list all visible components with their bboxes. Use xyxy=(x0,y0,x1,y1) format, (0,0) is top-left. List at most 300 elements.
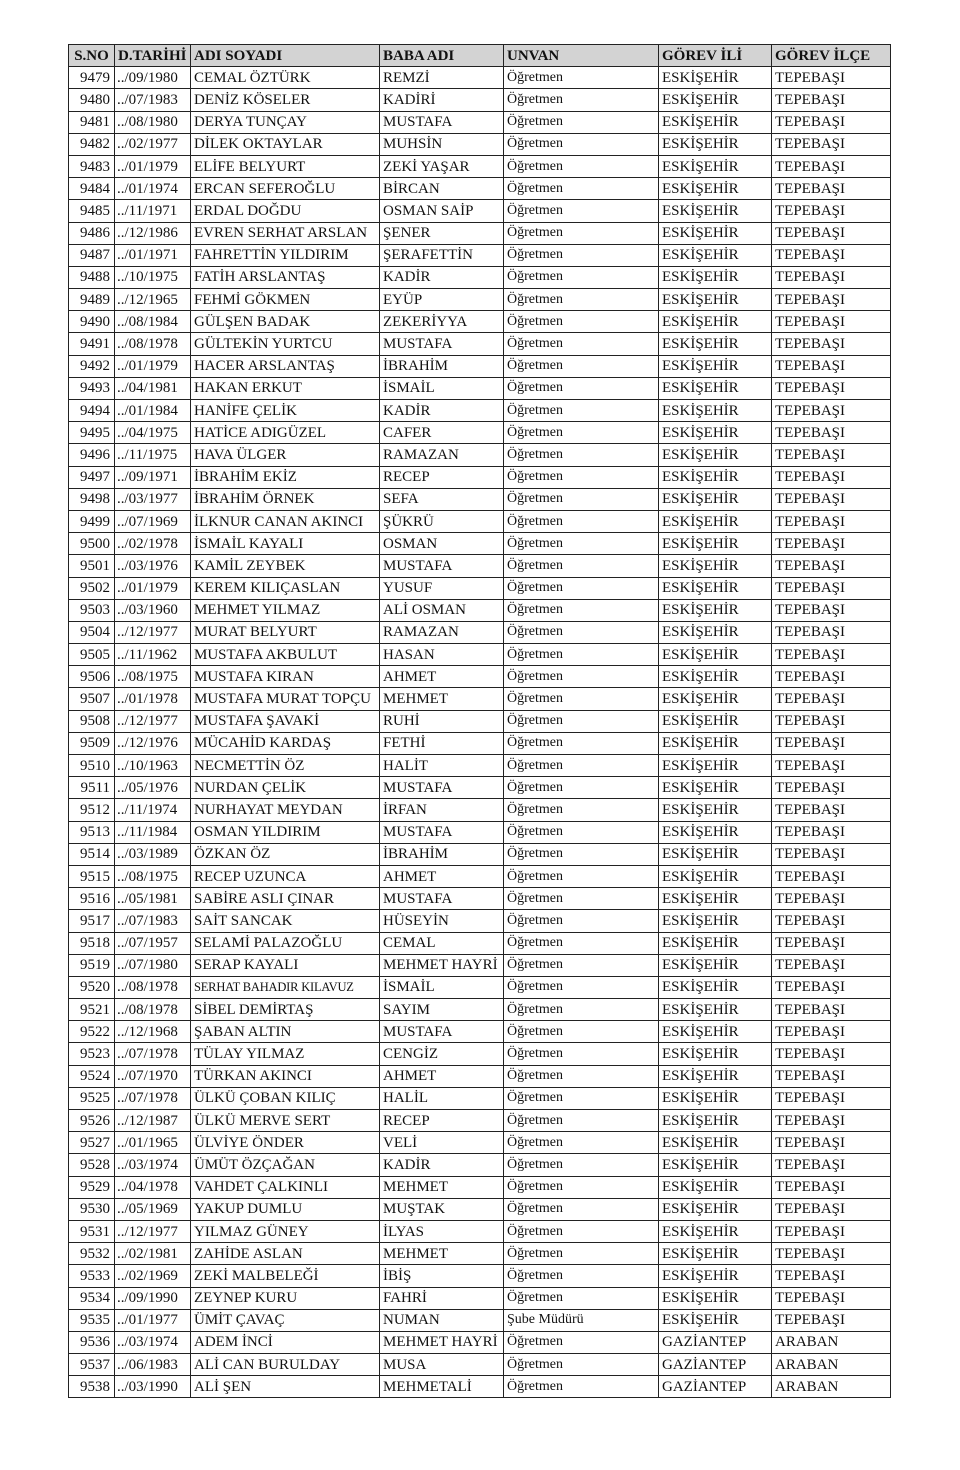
cell-full-name: ÜLVİYE ÖNDER xyxy=(191,1132,380,1154)
cell-province: ESKİŞEHİR xyxy=(659,954,772,976)
cell-father-name: MUŞTAK xyxy=(380,1198,504,1220)
cell-birth-date: ../12/1968 xyxy=(115,1021,191,1043)
cell-full-name: MUSTAFA KIRAN xyxy=(191,666,380,688)
cell-sno: 9489 xyxy=(69,289,115,311)
cell-sno: 9512 xyxy=(69,799,115,821)
cell-sno: 9502 xyxy=(69,577,115,599)
cell-title: Öğretmen xyxy=(504,1154,659,1176)
cell-sno: 9479 xyxy=(69,67,115,89)
table-row xyxy=(69,488,891,510)
cell-province: GAZİANTEP xyxy=(659,1331,772,1353)
cell-sno: 9492 xyxy=(69,355,115,377)
table-row xyxy=(69,1243,891,1265)
cell-sno: 9486 xyxy=(69,222,115,244)
cell-sno: 9523 xyxy=(69,1043,115,1065)
cell-province: ESKİŞEHİR xyxy=(659,444,772,466)
table-row xyxy=(69,1331,891,1353)
cell-full-name: ÜMÜT ÖZÇAĞAN xyxy=(191,1154,380,1176)
cell-title: Öğretmen xyxy=(504,1132,659,1154)
cell-full-name: OSMAN YILDIRIM xyxy=(191,821,380,843)
cell-title: Öğretmen xyxy=(504,244,659,266)
cell-birth-date: ../05/1969 xyxy=(115,1198,191,1220)
cell-sno: 9509 xyxy=(69,732,115,754)
cell-district: TEPEBAŞI xyxy=(772,311,891,333)
cell-province: ESKİŞEHİR xyxy=(659,1243,772,1265)
cell-district: TEPEBAŞI xyxy=(772,400,891,422)
table-row xyxy=(69,688,891,710)
cell-full-name: İSMAİL KAYALI xyxy=(191,533,380,555)
cell-province: ESKİŞEHİR xyxy=(659,577,772,599)
cell-father-name: İBRAHİM xyxy=(380,355,504,377)
cell-district: TEPEBAŞI xyxy=(772,910,891,932)
cell-father-name: MUSTAFA xyxy=(380,555,504,577)
table-row xyxy=(69,133,891,155)
cell-birth-date: ../05/1976 xyxy=(115,777,191,799)
cell-title: Öğretmen xyxy=(504,400,659,422)
cell-province: ESKİŞEHİR xyxy=(659,178,772,200)
cell-sno: 9507 xyxy=(69,688,115,710)
cell-district: TEPEBAŞI xyxy=(772,111,891,133)
cell-birth-date: ../11/1971 xyxy=(115,200,191,222)
cell-title: Öğretmen xyxy=(504,1087,659,1109)
cell-district: TEPEBAŞI xyxy=(772,843,891,865)
cell-full-name: SELAMİ PALAZOĞLU xyxy=(191,932,380,954)
table-row xyxy=(69,999,891,1021)
cell-sno: 9538 xyxy=(69,1376,115,1398)
cell-title: Öğretmen xyxy=(504,954,659,976)
cell-province: ESKİŞEHİR xyxy=(659,1065,772,1087)
cell-district: TEPEBAŞI xyxy=(772,888,891,910)
cell-title: Öğretmen xyxy=(504,67,659,89)
cell-birth-date: ../08/1978 xyxy=(115,976,191,998)
cell-birth-date: ../07/1970 xyxy=(115,1065,191,1087)
cell-birth-date: ../03/1989 xyxy=(115,843,191,865)
header-father-name: BABA ADI xyxy=(380,45,504,67)
cell-father-name: YUSUF xyxy=(380,577,504,599)
cell-birth-date: ../11/1962 xyxy=(115,644,191,666)
cell-district: ARABAN xyxy=(772,1331,891,1353)
cell-district: TEPEBAŞI xyxy=(772,178,891,200)
cell-full-name: YAKUP DUMLU xyxy=(191,1198,380,1220)
cell-district: TEPEBAŞI xyxy=(772,976,891,998)
cell-sno: 9530 xyxy=(69,1198,115,1220)
cell-sno: 9510 xyxy=(69,755,115,777)
cell-birth-date: ../08/1975 xyxy=(115,666,191,688)
cell-father-name: MEHMETALİ xyxy=(380,1376,504,1398)
cell-title: Öğretmen xyxy=(504,1265,659,1287)
table-row xyxy=(69,577,891,599)
table-row xyxy=(69,266,891,288)
cell-full-name: NECMETTİN ÖZ xyxy=(191,755,380,777)
table-row xyxy=(69,1087,891,1109)
cell-district: TEPEBAŞI xyxy=(772,444,891,466)
cell-district: TEPEBAŞI xyxy=(772,89,891,111)
cell-birth-date: ../08/1980 xyxy=(115,111,191,133)
cell-father-name: CENGİZ xyxy=(380,1043,504,1065)
cell-sno: 9491 xyxy=(69,333,115,355)
cell-father-name: İBİŞ xyxy=(380,1265,504,1287)
cell-province: ESKİŞEHİR xyxy=(659,1154,772,1176)
cell-title: Öğretmen xyxy=(504,932,659,954)
cell-birth-date: ../03/1990 xyxy=(115,1376,191,1398)
cell-full-name: YILMAZ GÜNEY xyxy=(191,1220,380,1242)
cell-father-name: MUSTAFA xyxy=(380,888,504,910)
cell-sno: 9537 xyxy=(69,1354,115,1376)
table-row xyxy=(69,1132,891,1154)
cell-title: Öğretmen xyxy=(504,666,659,688)
cell-full-name: FATİH ARSLANTAŞ xyxy=(191,266,380,288)
cell-birth-date: ../02/1969 xyxy=(115,1265,191,1287)
cell-title: Öğretmen xyxy=(504,577,659,599)
cell-full-name: DİLEK OKTAYLAR xyxy=(191,133,380,155)
cell-sno: 9508 xyxy=(69,710,115,732)
table-row xyxy=(69,1220,891,1242)
cell-district: TEPEBAŞI xyxy=(772,67,891,89)
cell-birth-date: ../08/1975 xyxy=(115,865,191,887)
table-row xyxy=(69,89,891,111)
personnel-table xyxy=(68,44,891,1398)
cell-district: TEPEBAŞI xyxy=(772,1110,891,1132)
cell-full-name: İLKNUR CANAN AKINCI xyxy=(191,510,380,532)
cell-district: TEPEBAŞI xyxy=(772,266,891,288)
cell-father-name: HÜSEYİN xyxy=(380,910,504,932)
cell-father-name: İSMAİL xyxy=(380,976,504,998)
cell-province: ESKİŞEHİR xyxy=(659,1110,772,1132)
cell-birth-date: ../12/1977 xyxy=(115,621,191,643)
cell-birth-date: ../06/1983 xyxy=(115,1354,191,1376)
cell-title: Öğretmen xyxy=(504,289,659,311)
cell-full-name: RECEP UZUNCA xyxy=(191,865,380,887)
cell-province: ESKİŞEHİR xyxy=(659,111,772,133)
cell-title: Öğretmen xyxy=(504,377,659,399)
cell-province: ESKİŞEHİR xyxy=(659,1287,772,1309)
cell-province: ESKİŞEHİR xyxy=(659,932,772,954)
cell-birth-date: ../07/1980 xyxy=(115,954,191,976)
cell-father-name: ŞERAFETTİN xyxy=(380,244,504,266)
cell-father-name: BİRCAN xyxy=(380,178,504,200)
cell-district: TEPEBAŞI xyxy=(772,133,891,155)
cell-full-name: ŞABAN ALTIN xyxy=(191,1021,380,1043)
cell-full-name: KAMİL ZEYBEK xyxy=(191,555,380,577)
cell-father-name: AHMET xyxy=(380,1065,504,1087)
cell-sno: 9527 xyxy=(69,1132,115,1154)
cell-title: Öğretmen xyxy=(504,910,659,932)
cell-title: Öğretmen xyxy=(504,111,659,133)
cell-birth-date: ../12/1977 xyxy=(115,710,191,732)
cell-district: ARABAN xyxy=(772,1354,891,1376)
table-row xyxy=(69,355,891,377)
cell-title: Öğretmen xyxy=(504,155,659,177)
cell-sno: 9511 xyxy=(69,777,115,799)
cell-full-name: TÜLAY YILMAZ xyxy=(191,1043,380,1065)
table-row xyxy=(69,377,891,399)
cell-province: ESKİŞEHİR xyxy=(659,1198,772,1220)
cell-father-name: CAFER xyxy=(380,422,504,444)
cell-full-name: GÜLTEKİN YURTCU xyxy=(191,333,380,355)
cell-full-name: ÜLKÜ MERVE SERT xyxy=(191,1110,380,1132)
cell-sno: 9485 xyxy=(69,200,115,222)
cell-birth-date: ../07/1969 xyxy=(115,510,191,532)
cell-birth-date: ../04/1975 xyxy=(115,422,191,444)
cell-sno: 9505 xyxy=(69,644,115,666)
cell-father-name: İSMAİL xyxy=(380,377,504,399)
cell-birth-date: ../09/1990 xyxy=(115,1287,191,1309)
table-row xyxy=(69,444,891,466)
cell-full-name: İBRAHİM ÖRNEK xyxy=(191,488,380,510)
cell-sno: 9493 xyxy=(69,377,115,399)
cell-title: Öğretmen xyxy=(504,1065,659,1087)
cell-father-name: MEHMET xyxy=(380,688,504,710)
cell-father-name: VELİ xyxy=(380,1132,504,1154)
cell-sno: 9534 xyxy=(69,1287,115,1309)
cell-title: Öğretmen xyxy=(504,355,659,377)
table-row xyxy=(69,155,891,177)
cell-full-name: HAVA ÜLGER xyxy=(191,444,380,466)
cell-province: ESKİŞEHİR xyxy=(659,333,772,355)
cell-district: TEPEBAŞI xyxy=(772,355,891,377)
cell-sno: 9495 xyxy=(69,422,115,444)
cell-district: TEPEBAŞI xyxy=(772,1132,891,1154)
cell-birth-date: ../03/1977 xyxy=(115,488,191,510)
cell-full-name: TÜRKAN AKINCI xyxy=(191,1065,380,1087)
cell-district: TEPEBAŞI xyxy=(772,1243,891,1265)
cell-sno: 9524 xyxy=(69,1065,115,1087)
cell-birth-date: ../12/1986 xyxy=(115,222,191,244)
cell-sno: 9522 xyxy=(69,1021,115,1043)
table-row xyxy=(69,67,891,89)
table-row xyxy=(69,976,891,998)
cell-father-name: KADİR xyxy=(380,400,504,422)
header-district: GÖREV İLÇE xyxy=(772,45,891,67)
cell-district: TEPEBAŞI xyxy=(772,732,891,754)
cell-birth-date: ../03/1976 xyxy=(115,555,191,577)
cell-title: Öğretmen xyxy=(504,444,659,466)
cell-full-name: FEHMİ GÖKMEN xyxy=(191,289,380,311)
cell-sno: 9533 xyxy=(69,1265,115,1287)
cell-province: ESKİŞEHİR xyxy=(659,510,772,532)
cell-province: ESKİŞEHİR xyxy=(659,1220,772,1242)
cell-birth-date: ../05/1981 xyxy=(115,888,191,910)
cell-district: TEPEBAŞI xyxy=(772,289,891,311)
cell-province: ESKİŞEHİR xyxy=(659,621,772,643)
cell-sno: 9496 xyxy=(69,444,115,466)
cell-title: Öğretmen xyxy=(504,1331,659,1353)
cell-sno: 9536 xyxy=(69,1331,115,1353)
cell-father-name: NUMAN xyxy=(380,1309,504,1331)
cell-district: TEPEBAŞI xyxy=(772,799,891,821)
header-sno: S.NO xyxy=(69,45,115,67)
cell-birth-date: ../01/1971 xyxy=(115,244,191,266)
cell-father-name: KADİRİ xyxy=(380,89,504,111)
table-row xyxy=(69,422,891,444)
cell-district: TEPEBAŞI xyxy=(772,577,891,599)
cell-sno: 9516 xyxy=(69,888,115,910)
table-row xyxy=(69,400,891,422)
table-row xyxy=(69,932,891,954)
cell-birth-date: ../01/1978 xyxy=(115,688,191,710)
cell-title: Öğretmen xyxy=(504,799,659,821)
table-row xyxy=(69,1043,891,1065)
cell-district: TEPEBAŞI xyxy=(772,200,891,222)
cell-district: TEPEBAŞI xyxy=(772,466,891,488)
cell-full-name: EVREN SERHAT ARSLAN xyxy=(191,222,380,244)
cell-province: ESKİŞEHİR xyxy=(659,1309,772,1331)
table-row xyxy=(69,222,891,244)
cell-father-name: MUSTAFA xyxy=(380,111,504,133)
table-row xyxy=(69,333,891,355)
cell-district: TEPEBAŞI xyxy=(772,1220,891,1242)
cell-birth-date: ../10/1963 xyxy=(115,755,191,777)
cell-birth-date: ../12/1976 xyxy=(115,732,191,754)
cell-district: TEPEBAŞI xyxy=(772,999,891,1021)
cell-title: Öğretmen xyxy=(504,865,659,887)
table-row xyxy=(69,510,891,532)
cell-sno: 9525 xyxy=(69,1087,115,1109)
table-row xyxy=(69,599,891,621)
header-province: GÖREV İLİ xyxy=(659,45,772,67)
cell-father-name: HASAN xyxy=(380,644,504,666)
cell-title: Öğretmen xyxy=(504,710,659,732)
cell-father-name: ŞÜKRÜ xyxy=(380,510,504,532)
cell-father-name: RAMAZAN xyxy=(380,621,504,643)
cell-province: ESKİŞEHİR xyxy=(659,377,772,399)
cell-province: ESKİŞEHİR xyxy=(659,355,772,377)
cell-father-name: ZEKERİYYA xyxy=(380,311,504,333)
cell-father-name: FAHRİ xyxy=(380,1287,504,1309)
cell-district: TEPEBAŞI xyxy=(772,555,891,577)
cell-birth-date: ../07/1983 xyxy=(115,89,191,111)
table-row xyxy=(69,1198,891,1220)
cell-full-name: HATİCE ADIGÜZEL xyxy=(191,422,380,444)
cell-province: ESKİŞEHİR xyxy=(659,755,772,777)
cell-father-name: ŞENER xyxy=(380,222,504,244)
cell-title: Öğretmen xyxy=(504,688,659,710)
cell-birth-date: ../04/1981 xyxy=(115,377,191,399)
cell-full-name: HANİFE ÇELİK xyxy=(191,400,380,422)
cell-title: Öğretmen xyxy=(504,133,659,155)
header-title: UNVAN xyxy=(504,45,659,67)
table-row xyxy=(69,178,891,200)
cell-sno: 9513 xyxy=(69,821,115,843)
cell-full-name: SABİRE ASLI ÇINAR xyxy=(191,888,380,910)
cell-district: TEPEBAŞI xyxy=(772,1043,891,1065)
cell-title: Öğretmen xyxy=(504,999,659,1021)
table-row xyxy=(69,533,891,555)
cell-birth-date: ../01/1984 xyxy=(115,400,191,422)
cell-birth-date: ../10/1975 xyxy=(115,266,191,288)
cell-sno: 9490 xyxy=(69,311,115,333)
cell-birth-date: ../02/1978 xyxy=(115,533,191,555)
cell-province: ESKİŞEHİR xyxy=(659,644,772,666)
cell-district: TEPEBAŞI xyxy=(772,244,891,266)
cell-district: TEPEBAŞI xyxy=(772,1176,891,1198)
cell-sno: 9488 xyxy=(69,266,115,288)
cell-full-name: MURAT BELYURT xyxy=(191,621,380,643)
cell-title: Öğretmen xyxy=(504,1176,659,1198)
cell-father-name: SAYIM xyxy=(380,999,504,1021)
cell-province: GAZİANTEP xyxy=(659,1376,772,1398)
cell-birth-date: ../11/1984 xyxy=(115,821,191,843)
cell-province: ESKİŞEHİR xyxy=(659,133,772,155)
table-row xyxy=(69,1110,891,1132)
cell-sno: 9529 xyxy=(69,1176,115,1198)
cell-district: TEPEBAŞI xyxy=(772,1021,891,1043)
cell-district: TEPEBAŞI xyxy=(772,533,891,555)
cell-title: Öğretmen xyxy=(504,222,659,244)
cell-full-name: ALİ CAN BURULDAY xyxy=(191,1354,380,1376)
cell-father-name: OSMAN SAİP xyxy=(380,200,504,222)
table-row xyxy=(69,1354,891,1376)
cell-full-name: NURHAYAT MEYDAN xyxy=(191,799,380,821)
cell-father-name: MUSTAFA xyxy=(380,1021,504,1043)
cell-province: ESKİŞEHİR xyxy=(659,821,772,843)
cell-sno: 9500 xyxy=(69,533,115,555)
cell-title: Öğretmen xyxy=(504,888,659,910)
cell-father-name: KADİR xyxy=(380,266,504,288)
table-row xyxy=(69,621,891,643)
cell-full-name: HACER ARSLANTAŞ xyxy=(191,355,380,377)
cell-title: Öğretmen xyxy=(504,1021,659,1043)
cell-full-name: İBRAHİM EKİZ xyxy=(191,466,380,488)
cell-title: Öğretmen xyxy=(504,843,659,865)
cell-province: ESKİŞEHİR xyxy=(659,666,772,688)
cell-province: ESKİŞEHİR xyxy=(659,200,772,222)
cell-birth-date: ../12/1987 xyxy=(115,1110,191,1132)
cell-father-name: İBRAHİM xyxy=(380,843,504,865)
cell-birth-date: ../03/1974 xyxy=(115,1331,191,1353)
cell-title: Öğretmen xyxy=(504,510,659,532)
cell-province: ESKİŞEHİR xyxy=(659,67,772,89)
cell-father-name: REMZİ xyxy=(380,67,504,89)
cell-father-name: MUHSİN xyxy=(380,133,504,155)
cell-birth-date: ../01/1965 xyxy=(115,1132,191,1154)
cell-district: TEPEBAŞI xyxy=(772,821,891,843)
cell-sno: 9498 xyxy=(69,488,115,510)
cell-province: ESKİŞEHİR xyxy=(659,843,772,865)
cell-birth-date: ../07/1957 xyxy=(115,932,191,954)
table-row xyxy=(69,1265,891,1287)
cell-sno: 9499 xyxy=(69,510,115,532)
cell-father-name: RECEP xyxy=(380,466,504,488)
cell-father-name: RAMAZAN xyxy=(380,444,504,466)
cell-full-name: ZEYNEP KURU xyxy=(191,1287,380,1309)
cell-birth-date: ../11/1975 xyxy=(115,444,191,466)
header-birth-date: D.TARİHİ xyxy=(115,45,191,67)
cell-district: TEPEBAŞI xyxy=(772,865,891,887)
cell-birth-date: ../07/1978 xyxy=(115,1087,191,1109)
cell-sno: 9531 xyxy=(69,1220,115,1242)
cell-sno: 9483 xyxy=(69,155,115,177)
cell-district: TEPEBAŞI xyxy=(772,644,891,666)
cell-province: ESKİŞEHİR xyxy=(659,599,772,621)
personnel-list-sheet xyxy=(68,44,891,1398)
table-row xyxy=(69,777,891,799)
cell-province: ESKİŞEHİR xyxy=(659,400,772,422)
cell-district: TEPEBAŞI xyxy=(772,710,891,732)
cell-province: ESKİŞEHİR xyxy=(659,1265,772,1287)
table-row xyxy=(69,910,891,932)
table-header-row xyxy=(69,45,891,67)
cell-sno: 9497 xyxy=(69,466,115,488)
cell-sno: 9514 xyxy=(69,843,115,865)
table-row xyxy=(69,954,891,976)
table-row xyxy=(69,799,891,821)
cell-title: Öğretmen xyxy=(504,644,659,666)
cell-district: TEPEBAŞI xyxy=(772,510,891,532)
cell-sno: 9535 xyxy=(69,1309,115,1331)
cell-sno: 9501 xyxy=(69,555,115,577)
cell-sno: 9528 xyxy=(69,1154,115,1176)
